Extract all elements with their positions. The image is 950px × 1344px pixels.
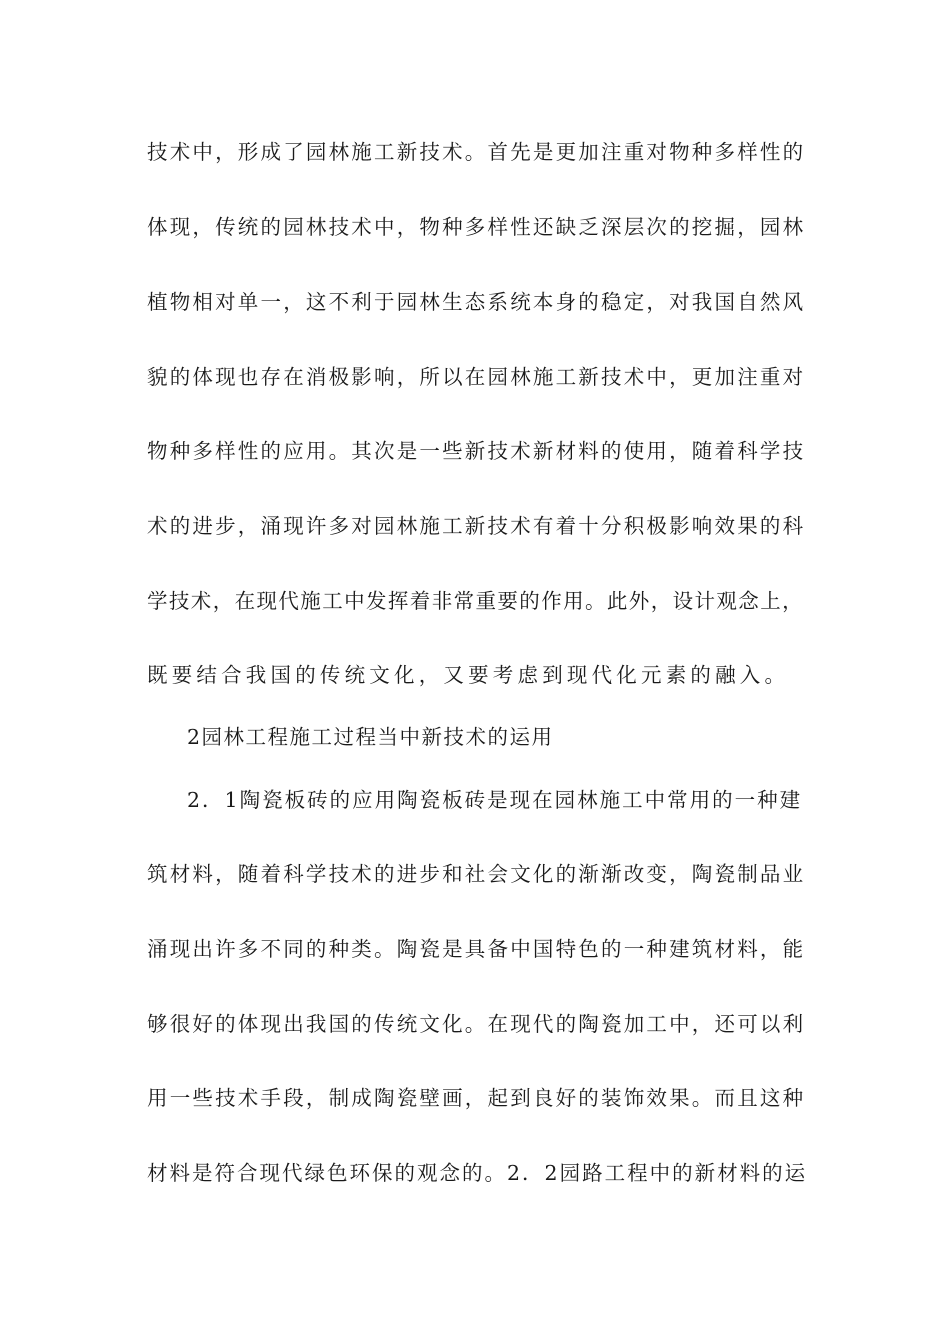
- paragraph-line: 学技术，在现代施工中发挥着非常重要的作用。此外，设计观念上，: [147, 589, 804, 613]
- paragraph-line: 技术中，形成了园林施工新技术。首先是更加注重对物种多样性的: [147, 140, 806, 164]
- paragraph-line: 体现，传统的园林技术中，物种多样性还缺乏深层次的挖掘，园林: [147, 215, 806, 239]
- section-heading: 2园林工程施工过程当中新技术的运用: [187, 725, 554, 749]
- paragraph-line: 用一些技术手段，制成陶瓷壁画，起到良好的装饰效果。而且这种: [147, 1086, 806, 1110]
- paragraph-line: 植物相对单一，这不利于园林生态系统本身的稳定，对我国自然风: [147, 290, 806, 314]
- paragraph-line: 材料是符合现代绿色环保的观念的。2．2园路工程中的新材料的运: [147, 1161, 808, 1185]
- paragraph-line: 涌现出许多不同的种类。陶瓷是具备中国特色的一种建筑材料，能: [147, 937, 806, 961]
- paragraph-first-line: 2．1陶瓷板砖的应用陶瓷板砖是现在园林施工中常用的一种建: [187, 788, 803, 812]
- paragraph-line: 貌的体现也存在消极影响，所以在园林施工新技术中，更加注重对: [147, 365, 806, 389]
- paragraph-line: 筑材料，随着科学技术的进步和社会文化的渐渐改变，陶瓷制品业: [147, 862, 806, 886]
- paragraph-line: 术的进步，涌现许多对园林施工新技术有着十分积极影响效果的科: [147, 514, 806, 538]
- paragraph-line: 既要结合我国的传统文化，又要考虑到现代化元素的融入。: [147, 663, 790, 687]
- paragraph-line: 物种多样性的应用。其次是一些新技术新材料的使用，随着科学技: [147, 439, 806, 463]
- paragraph-line: 够很好的体现出我国的传统文化。在现代的陶瓷加工中，还可以利: [147, 1012, 806, 1036]
